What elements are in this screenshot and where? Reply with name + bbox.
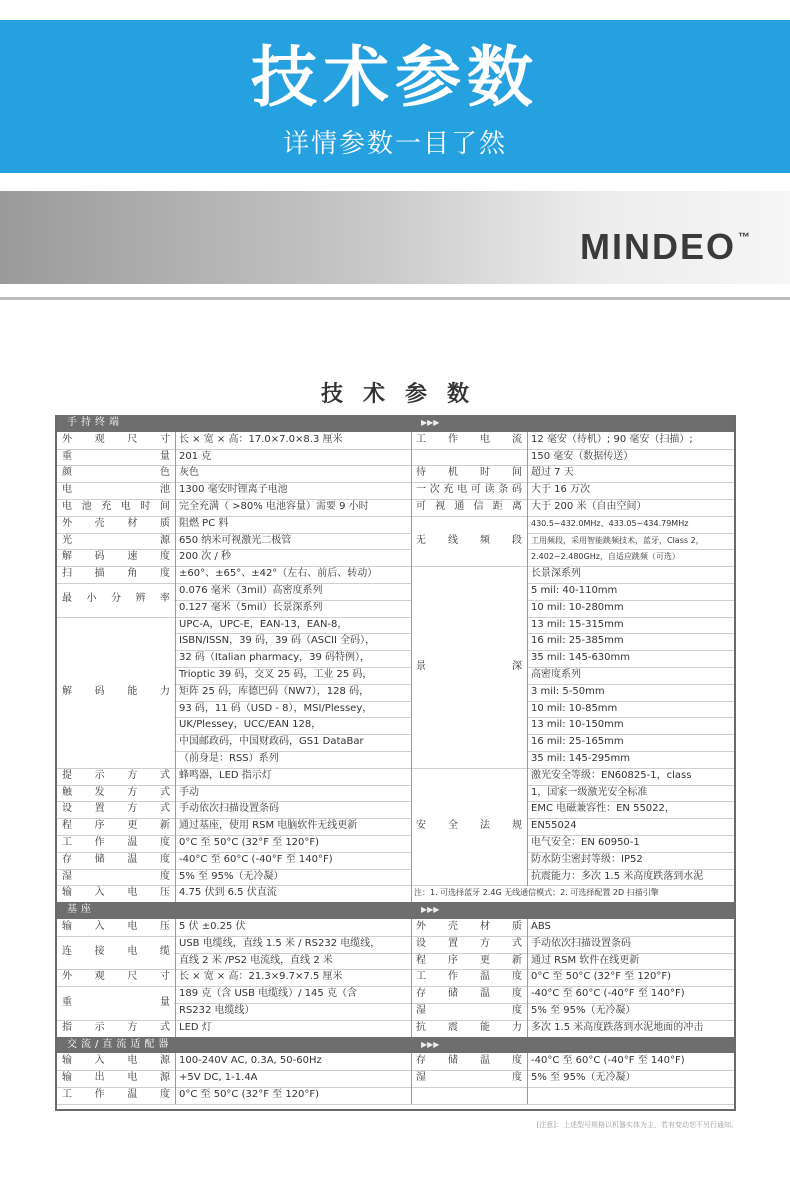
spec-value: 完全充满（ >80% 电池容量）需要 9 小时 [179,501,369,512]
page-title: 技术参数 [320,382,489,407]
spec-value: 超过 7 天 [531,467,574,479]
table-note: 注：1. 可选择蓝牙 2.4G 无线通信模式；2. 可选择配置 2D 扫描引擎 [414,888,659,898]
spec-label: 解码速度 [62,551,170,563]
section-header [57,1037,734,1054]
spec-label: 输入电压 [62,887,170,899]
spec-label: 连接电缆 [62,946,170,958]
spec-label: 程序更新 [62,820,170,832]
spec-label: 外壳材质 [62,517,170,529]
spec-value: 长 × 宽 × 高：17.0×7.0×8.3 厘米 [179,433,343,445]
spec-label: 解码能力 [62,685,170,697]
spec-label: 安全法规 [416,820,522,832]
spec-value: 650 纳米可视激光二极管 [179,534,292,546]
spec-value: 10 mil: 10-280mm [531,601,624,613]
spec-label: 湿度 [416,1072,522,1084]
spec-label: 可视通信距离 [416,501,522,512]
spec-value: 1，国家一级激光安全标准 [531,786,648,798]
spec-value: 防水防尘密封等级：IP52 [531,853,643,865]
spec-value: 201 克 [179,450,212,462]
spec-label: 重量 [62,450,170,462]
spec-value: EN55024 [531,820,577,832]
spec-value: （前身是：RSS）系列 [179,753,279,764]
spec-label: 触发方式 [62,786,170,798]
spec-value: 5% 至 95%（无冷凝） [179,870,284,882]
section-title: 交流/直流适配器 [67,1038,173,1050]
banner-subtitle: 详情参数一目了然 [282,129,507,159]
spec-value: 蜂鸣器，LED 指示灯 [179,769,272,781]
spec-label: 扫描角度 [62,568,170,580]
spec-value: 35 mil: 145-630mm [531,652,631,664]
spec-value: 长 × 宽 × 高：21.3×9.7×7.5 厘米 [179,971,343,983]
spec-label: 存储温度 [416,1055,522,1067]
spec-value: 4.75 伏到 6.5 伏直流 [179,887,277,899]
spec-label: 设置方式 [62,803,170,815]
spec-value: 抗震能力：多次 1.5 米高度跌落到水泥 [531,870,704,882]
spec-label: 光源 [62,534,170,546]
spec-value: 150 毫安（数据传送） [531,450,634,462]
spec-value: 手动依次扫描设置条码 [531,937,631,949]
section-arrows: ▶▶▶ [421,418,440,427]
section-header [57,415,734,432]
spec-value: 手动 [179,786,199,798]
spec-label [411,449,527,466]
spec-label: 存储温度 [62,853,170,865]
spec-value: 200 次 / 秒 [179,551,231,563]
spec-value: 直线 2 米 /PS2 电流线，直线 2 米 [179,954,333,966]
spec-value: 0.076 毫米（3mil）高密度系列 [179,585,323,596]
spec-label: 颜色 [62,467,170,479]
spec-value: 工用频段，采用智能跳频技术，蓝牙，Class 2， [531,535,704,545]
spec-label: 指示方式 [62,1021,170,1033]
banner-title: 技术参数 [251,39,539,116]
section-title: 手持终端 [67,417,123,428]
section-arrows: ▶▶▶ [421,905,440,915]
spec-value: 1300 毫安时锂离子电池 [179,484,288,496]
spec-label: 工作电流 [416,433,522,445]
spec-label: 待机时间 [416,467,522,479]
spec-value: 16 mil: 25-385mm [531,635,624,647]
spec-label: 提示方式 [62,769,170,781]
spec-value: 0.127 毫米（5mil）长景深系列 [179,601,323,613]
spec-label: 设置方式 [416,937,522,949]
spec-value: 0°C 至 50°C (32°F 至 120°F) [179,837,320,848]
spec-label: 电池充电时间 [62,501,170,512]
spec-value: ±60°、±65°、±42°（左右、前后、转动） [179,568,378,580]
spec-value: USB 电缆线，直线 1.5 米 / RS232 电缆线， [179,937,381,949]
spec-label: 工作温度 [416,971,522,983]
spec-value: 长景深系列 [531,568,581,580]
spec-value: 16 mil: 25-165mm [531,736,624,748]
spec-value: 多次 1.5 米高度跌落到水泥地面的冲击 [531,1021,704,1033]
spec-value: LED 灯 [179,1021,212,1033]
spec-value: 大于 16 万次 [531,484,591,496]
spec-label: 输入电压 [62,921,170,932]
spec-value: 5 伏 ±0.25 伏 [179,921,246,932]
spec-label: 抗震能力 [416,1021,522,1033]
spec-value: 通过 RSM 软件在线更新 [531,954,640,966]
spec-value: 93 码，11 码（USD - 8），MSI/Plessey， [179,702,373,714]
spec-label: 湿度 [416,1005,522,1016]
brand-logo: MINDEO ™ [580,226,752,267]
spec-value: Trioptic 39 码，交叉 25 码，工业 25 码， [179,669,373,680]
spec-value: 32 码（Italian pharmacy，39 码特例）， [179,652,371,664]
spec-value: UK/Plessey，UCC/EAN 128， [179,719,322,731]
spec-label: 工作温度 [62,837,170,848]
spec-value: ABS [531,921,551,932]
section-header [57,902,734,919]
spec-value: 5 mil: 40-110mm [531,585,618,596]
spec-value: -40°C 至 60°C (-40°F 至 140°F) [531,988,685,1000]
spec-value: 35 mil: 145-295mm [531,753,631,764]
spec-value: UPC-A，UPC-E，EAN-13，EAN-8， [179,618,348,630]
spec-value: 2.402~2.480GHz，自适应跳频（可选） [531,552,680,562]
spec-value: -40°C 至 60°C (-40°F 至 140°F) [179,853,333,865]
spec-label: 工作温度 [62,1089,170,1100]
spec-value: 0°C 至 50°C (32°F 至 120°F) [179,1089,320,1100]
spec-value: 189 克（含 USB 电缆线）/ 145 克（含 [179,988,357,1000]
spec-value: 12 毫安（待机）; 90 毫安（扫描）; [531,433,693,445]
divider [0,297,790,300]
spec-value: 手动依次扫描设置条码 [179,803,279,815]
spec-value: ISBN/ISSN，39 码，39 码（ASCII 全码）， [179,635,376,647]
spec-value: 激光安全等级：EN60825-1，class [531,769,692,781]
spec-value: 5% 至 95%（无冷凝） [531,1005,636,1016]
spec-value: 430.5~432.0MHz、433.05~434.79MHz [531,518,689,528]
spec-table [55,415,736,1111]
section-title: 基座 [67,904,95,916]
spec-value: RS232 电缆线） [179,1005,255,1016]
spec-label: 景深 [416,660,522,672]
spec-label: 输入电源 [62,1055,170,1067]
spec-value: 中国邮政码，中国财政码，GS1 DataBar [179,736,364,748]
spec-value: 0°C 至 50°C (32°F 至 120°F) [531,971,672,983]
spec-label: 外壳材质 [416,921,522,932]
spec-label: 外观尺寸 [62,433,170,445]
row-divider [57,1104,734,1105]
spec-label: 存储温度 [416,988,522,1000]
spec-value: 5% 至 95%（无冷凝） [531,1072,636,1084]
spec-value: 阻燃 PC 料 [179,517,229,529]
header-banner [0,20,790,173]
spec-value: 100-240V AC, 0.3A, 50-60Hz [179,1055,322,1067]
spec-value: 13 mil: 10-150mm [531,719,624,731]
spec-value: +5V DC, 1-1.4A [179,1072,258,1084]
spec-value: 电气安全：EN 60950-1 [531,837,640,848]
spec-value: 通过基座，使用 RSM 电脑软件无线更新 [179,820,358,832]
section-arrows: ▶▶▶ [421,1039,440,1049]
spec-label: 一次充电可读条码 [416,484,522,496]
footnote: [注意]：上述型号规格以机器实体为主，若有变动恕不另行通知。 [536,1121,738,1129]
spec-value: 13 mil: 15-315mm [531,618,624,630]
spec-label: 最小分辨率 [62,593,170,605]
spec-value: 灰色 [179,467,199,479]
spec-label: 无线频段 [416,534,522,546]
spec-label: 外观尺寸 [62,971,170,983]
spec-value: 10 mil: 10-85mm [531,702,618,714]
spec-label: 重量 [62,996,170,1008]
spec-value: 高密度系列 [531,669,581,680]
spec-value: -40°C 至 60°C (-40°F 至 140°F) [531,1055,685,1067]
spec-label: 湿度 [62,870,170,882]
spec-label: 电池 [62,484,170,496]
spec-value: 大于 200 米（自由空间） [531,501,647,512]
spec-value: EMC 电磁兼容性：EN 55022， [531,803,675,815]
spec-value: 3 mil: 5-50mm [531,685,605,697]
spec-label: 输出电源 [62,1072,170,1084]
spec-label: 程序更新 [416,954,522,966]
spec-value: 矩阵 25 码，库德巴码（NW7），128 码， [179,685,370,697]
